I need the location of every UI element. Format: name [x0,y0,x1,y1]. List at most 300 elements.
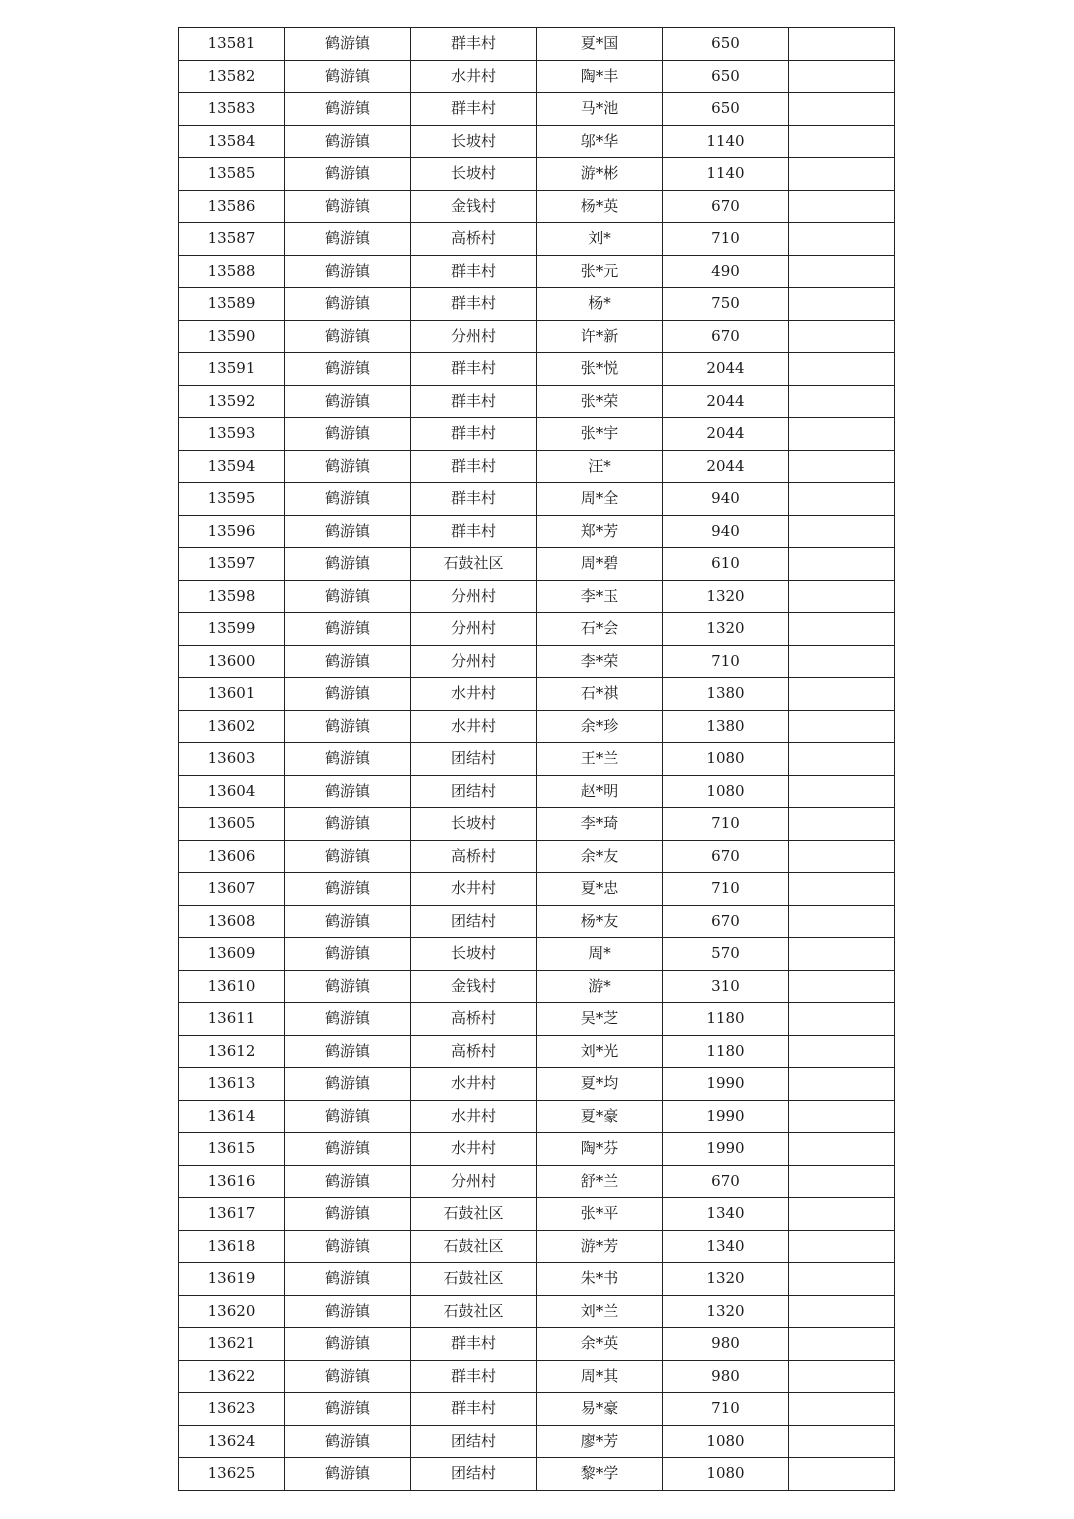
table-row [179,1360,895,1393]
serial-number-cell: 13598 [179,580,285,613]
table-row [179,970,895,1003]
town-cell: 鹤游镇 [285,1198,411,1231]
table-row [179,710,895,743]
amount-cell: 610 [663,548,789,581]
serial-number-cell: 13582 [179,60,285,93]
town-cell: 鹤游镇 [285,1035,411,1068]
amount-cell: 490 [663,255,789,288]
name-cell: 夏*忠 [537,873,663,906]
remark-cell [789,60,895,93]
name-cell: 李*玉 [537,580,663,613]
name-cell: 陶*芬 [537,1133,663,1166]
table-row [179,515,895,548]
town-cell: 鹤游镇 [285,1003,411,1036]
name-cell: 廖*芳 [537,1425,663,1458]
town-cell: 鹤游镇 [285,873,411,906]
amount-cell: 980 [663,1360,789,1393]
name-cell: 余*英 [537,1328,663,1361]
name-cell: 余*珍 [537,710,663,743]
serial-number-cell: 13602 [179,710,285,743]
serial-number-cell: 13611 [179,1003,285,1036]
serial-number-cell: 13597 [179,548,285,581]
table-row [179,1035,895,1068]
amount-cell: 670 [663,190,789,223]
serial-number-cell: 13594 [179,450,285,483]
amount-cell: 940 [663,483,789,516]
serial-number-cell: 13623 [179,1393,285,1426]
table-row [179,385,895,418]
name-cell: 李*琦 [537,808,663,841]
serial-number-cell: 13589 [179,288,285,321]
remark-cell [789,710,895,743]
name-cell: 刘*兰 [537,1295,663,1328]
amount-cell: 980 [663,1328,789,1361]
serial-number-cell: 13591 [179,353,285,386]
name-cell: 马*池 [537,93,663,126]
village-cell: 团结村 [411,905,537,938]
remark-cell [789,288,895,321]
table-row [179,223,895,256]
remark-cell [789,1165,895,1198]
remark-cell [789,483,895,516]
serial-number-cell: 13622 [179,1360,285,1393]
serial-number-cell: 13614 [179,1100,285,1133]
table-row [179,613,895,646]
amount-cell: 2044 [663,385,789,418]
table-row [179,255,895,288]
table-row [179,353,895,386]
table-row [179,1263,895,1296]
name-cell: 游*彬 [537,158,663,191]
remark-cell [789,645,895,678]
village-cell: 群丰村 [411,1393,537,1426]
amount-cell: 1320 [663,1295,789,1328]
amount-cell: 1320 [663,1263,789,1296]
table-row [179,1328,895,1361]
remark-cell [789,873,895,906]
table-row [179,1198,895,1231]
town-cell: 鹤游镇 [285,353,411,386]
name-cell: 赵*明 [537,775,663,808]
name-cell: 游*芳 [537,1230,663,1263]
name-cell: 李*荣 [537,645,663,678]
table-row [179,743,895,776]
town-cell: 鹤游镇 [285,775,411,808]
table-row [179,548,895,581]
village-cell: 分州村 [411,645,537,678]
table-row [179,645,895,678]
amount-cell: 1990 [663,1068,789,1101]
amount-cell: 570 [663,938,789,971]
remark-cell [789,320,895,353]
village-cell: 团结村 [411,1425,537,1458]
town-cell: 鹤游镇 [285,515,411,548]
village-cell: 分州村 [411,320,537,353]
village-cell: 群丰村 [411,93,537,126]
town-cell: 鹤游镇 [285,1068,411,1101]
name-cell: 周*其 [537,1360,663,1393]
remark-cell [789,1035,895,1068]
town-cell: 鹤游镇 [285,1100,411,1133]
serial-number-cell: 13616 [179,1165,285,1198]
serial-number-cell: 13605 [179,808,285,841]
village-cell: 石鼓社区 [411,1263,537,1296]
town-cell: 鹤游镇 [285,905,411,938]
serial-number-cell: 13601 [179,678,285,711]
town-cell: 鹤游镇 [285,418,411,451]
table-row [179,873,895,906]
name-cell: 石*会 [537,613,663,646]
remark-cell [789,223,895,256]
name-cell: 游* [537,970,663,1003]
amount-cell: 750 [663,288,789,321]
remark-cell [789,450,895,483]
village-cell: 长坡村 [411,125,537,158]
village-cell: 水井村 [411,710,537,743]
village-cell: 团结村 [411,775,537,808]
name-cell: 郑*芳 [537,515,663,548]
table-row [179,1068,895,1101]
amount-cell: 1340 [663,1198,789,1231]
remark-cell [789,743,895,776]
name-cell: 张*荣 [537,385,663,418]
amount-cell: 310 [663,970,789,1003]
village-cell: 石鼓社区 [411,1198,537,1231]
name-cell: 张*悦 [537,353,663,386]
name-cell: 刘*光 [537,1035,663,1068]
table-row [179,1100,895,1133]
village-cell: 分州村 [411,613,537,646]
amount-cell: 2044 [663,450,789,483]
name-cell: 张*平 [537,1198,663,1231]
serial-number-cell: 13625 [179,1458,285,1491]
serial-number-cell: 13607 [179,873,285,906]
name-cell: 吴*芝 [537,1003,663,1036]
name-cell: 夏*均 [537,1068,663,1101]
amount-cell: 1320 [663,613,789,646]
village-cell: 水井村 [411,873,537,906]
document-page [178,27,894,1491]
table-row [179,450,895,483]
village-cell: 长坡村 [411,938,537,971]
name-cell: 杨*英 [537,190,663,223]
remark-cell [789,1230,895,1263]
remark-cell [789,418,895,451]
town-cell: 鹤游镇 [285,678,411,711]
name-cell: 余*友 [537,840,663,873]
town-cell: 鹤游镇 [285,1328,411,1361]
village-cell: 水井村 [411,1068,537,1101]
town-cell: 鹤游镇 [285,93,411,126]
serial-number-cell: 13599 [179,613,285,646]
serial-number-cell: 13624 [179,1425,285,1458]
town-cell: 鹤游镇 [285,613,411,646]
name-cell: 黎*学 [537,1458,663,1491]
remark-cell [789,970,895,1003]
amount-cell: 2044 [663,353,789,386]
remark-cell [789,1068,895,1101]
village-cell: 石鼓社区 [411,548,537,581]
table-row [179,775,895,808]
village-cell: 群丰村 [411,255,537,288]
town-cell: 鹤游镇 [285,1263,411,1296]
name-cell: 邬*华 [537,125,663,158]
serial-number-cell: 13621 [179,1328,285,1361]
village-cell: 长坡村 [411,808,537,841]
name-cell: 易*豪 [537,1393,663,1426]
town-cell: 鹤游镇 [285,1393,411,1426]
village-cell: 高桥村 [411,223,537,256]
amount-cell: 710 [663,223,789,256]
town-cell: 鹤游镇 [285,743,411,776]
village-cell: 高桥村 [411,1035,537,1068]
village-cell: 群丰村 [411,483,537,516]
town-cell: 鹤游镇 [285,840,411,873]
amount-cell: 1380 [663,678,789,711]
remark-cell [789,613,895,646]
name-cell: 王*兰 [537,743,663,776]
amount-cell: 650 [663,93,789,126]
table-row [179,125,895,158]
remark-cell [789,840,895,873]
serial-number-cell: 13596 [179,515,285,548]
table-row [179,1133,895,1166]
amount-cell: 1140 [663,158,789,191]
serial-number-cell: 13620 [179,1295,285,1328]
remark-cell [789,1198,895,1231]
village-cell: 石鼓社区 [411,1230,537,1263]
village-cell: 群丰村 [411,1360,537,1393]
serial-number-cell: 13617 [179,1198,285,1231]
town-cell: 鹤游镇 [285,1360,411,1393]
serial-number-cell: 13590 [179,320,285,353]
data-table [178,27,895,1491]
serial-number-cell: 13585 [179,158,285,191]
amount-cell: 670 [663,840,789,873]
town-cell: 鹤游镇 [285,1295,411,1328]
serial-number-cell: 13593 [179,418,285,451]
name-cell: 周* [537,938,663,971]
town-cell: 鹤游镇 [285,808,411,841]
amount-cell: 1080 [663,775,789,808]
serial-number-cell: 13613 [179,1068,285,1101]
village-cell: 群丰村 [411,418,537,451]
table-row [179,1230,895,1263]
remark-cell [789,1328,895,1361]
village-cell: 高桥村 [411,1003,537,1036]
remark-cell [789,775,895,808]
town-cell: 鹤游镇 [285,970,411,1003]
remark-cell [789,93,895,126]
town-cell: 鹤游镇 [285,938,411,971]
town-cell: 鹤游镇 [285,125,411,158]
amount-cell: 1380 [663,710,789,743]
name-cell: 朱*书 [537,1263,663,1296]
table-row [179,418,895,451]
amount-cell: 1990 [663,1100,789,1133]
remark-cell [789,255,895,288]
table-row [179,840,895,873]
serial-number-cell: 13619 [179,1263,285,1296]
serial-number-cell: 13604 [179,775,285,808]
amount-cell: 710 [663,873,789,906]
village-cell: 群丰村 [411,385,537,418]
serial-number-cell: 13618 [179,1230,285,1263]
town-cell: 鹤游镇 [285,1458,411,1491]
amount-cell: 1320 [663,580,789,613]
amount-cell: 1080 [663,1425,789,1458]
name-cell: 张*宇 [537,418,663,451]
village-cell: 石鼓社区 [411,1295,537,1328]
table-row [179,288,895,321]
name-cell: 杨*友 [537,905,663,938]
village-cell: 水井村 [411,1133,537,1166]
town-cell: 鹤游镇 [285,1425,411,1458]
town-cell: 鹤游镇 [285,385,411,418]
village-cell: 团结村 [411,743,537,776]
serial-number-cell: 13584 [179,125,285,158]
village-cell: 群丰村 [411,353,537,386]
remark-cell [789,580,895,613]
name-cell: 刘* [537,223,663,256]
amount-cell: 940 [663,515,789,548]
table-body [179,28,895,1491]
table-row [179,905,895,938]
serial-number-cell: 13606 [179,840,285,873]
town-cell: 鹤游镇 [285,1230,411,1263]
amount-cell: 710 [663,645,789,678]
remark-cell [789,125,895,158]
table-row [179,28,895,61]
amount-cell: 710 [663,808,789,841]
town-cell: 鹤游镇 [285,223,411,256]
remark-cell [789,515,895,548]
table-row [179,483,895,516]
amount-cell: 650 [663,28,789,61]
serial-number-cell: 13608 [179,905,285,938]
serial-number-cell: 13615 [179,1133,285,1166]
town-cell: 鹤游镇 [285,450,411,483]
village-cell: 分州村 [411,1165,537,1198]
name-cell: 杨* [537,288,663,321]
remark-cell [789,1360,895,1393]
table-row [179,808,895,841]
remark-cell [789,905,895,938]
serial-number-cell: 13600 [179,645,285,678]
town-cell: 鹤游镇 [285,28,411,61]
remark-cell [789,678,895,711]
amount-cell: 1080 [663,743,789,776]
remark-cell [789,1458,895,1491]
town-cell: 鹤游镇 [285,548,411,581]
remark-cell [789,28,895,61]
amount-cell: 1990 [663,1133,789,1166]
amount-cell: 1140 [663,125,789,158]
amount-cell: 670 [663,1165,789,1198]
serial-number-cell: 13587 [179,223,285,256]
town-cell: 鹤游镇 [285,288,411,321]
serial-number-cell: 13592 [179,385,285,418]
town-cell: 鹤游镇 [285,710,411,743]
name-cell: 汪* [537,450,663,483]
remark-cell [789,938,895,971]
table-row [179,580,895,613]
amount-cell: 1080 [663,1458,789,1491]
remark-cell [789,1425,895,1458]
serial-number-cell: 13595 [179,483,285,516]
remark-cell [789,548,895,581]
table-row [179,190,895,223]
village-cell: 群丰村 [411,288,537,321]
table-row [179,93,895,126]
name-cell: 石*祺 [537,678,663,711]
table-row [179,1393,895,1426]
amount-cell: 650 [663,60,789,93]
serial-number-cell: 13581 [179,28,285,61]
table-row [179,678,895,711]
remark-cell [789,1003,895,1036]
village-cell: 群丰村 [411,450,537,483]
amount-cell: 670 [663,320,789,353]
serial-number-cell: 13612 [179,1035,285,1068]
village-cell: 金钱村 [411,970,537,1003]
amount-cell: 1340 [663,1230,789,1263]
name-cell: 许*新 [537,320,663,353]
amount-cell: 670 [663,905,789,938]
town-cell: 鹤游镇 [285,190,411,223]
remark-cell [789,1133,895,1166]
village-cell: 水井村 [411,60,537,93]
village-cell: 长坡村 [411,158,537,191]
table-row [179,158,895,191]
village-cell: 水井村 [411,678,537,711]
remark-cell [789,158,895,191]
name-cell: 夏*国 [537,28,663,61]
remark-cell [789,808,895,841]
serial-number-cell: 13586 [179,190,285,223]
town-cell: 鹤游镇 [285,255,411,288]
amount-cell: 2044 [663,418,789,451]
town-cell: 鹤游镇 [285,320,411,353]
town-cell: 鹤游镇 [285,483,411,516]
town-cell: 鹤游镇 [285,1133,411,1166]
name-cell: 舒*兰 [537,1165,663,1198]
serial-number-cell: 13609 [179,938,285,971]
name-cell: 夏*豪 [537,1100,663,1133]
table-row [179,1295,895,1328]
remark-cell [789,353,895,386]
village-cell: 金钱村 [411,190,537,223]
village-cell: 群丰村 [411,28,537,61]
table-row [179,938,895,971]
remark-cell [789,1393,895,1426]
table-row [179,1458,895,1491]
town-cell: 鹤游镇 [285,1165,411,1198]
name-cell: 陶*丰 [537,60,663,93]
serial-number-cell: 13610 [179,970,285,1003]
village-cell: 群丰村 [411,515,537,548]
amount-cell: 1180 [663,1035,789,1068]
town-cell: 鹤游镇 [285,60,411,93]
table-row [179,1425,895,1458]
serial-number-cell: 13583 [179,93,285,126]
town-cell: 鹤游镇 [285,645,411,678]
name-cell: 张*元 [537,255,663,288]
town-cell: 鹤游镇 [285,158,411,191]
remark-cell [789,1100,895,1133]
table-row [179,60,895,93]
village-cell: 团结村 [411,1458,537,1491]
